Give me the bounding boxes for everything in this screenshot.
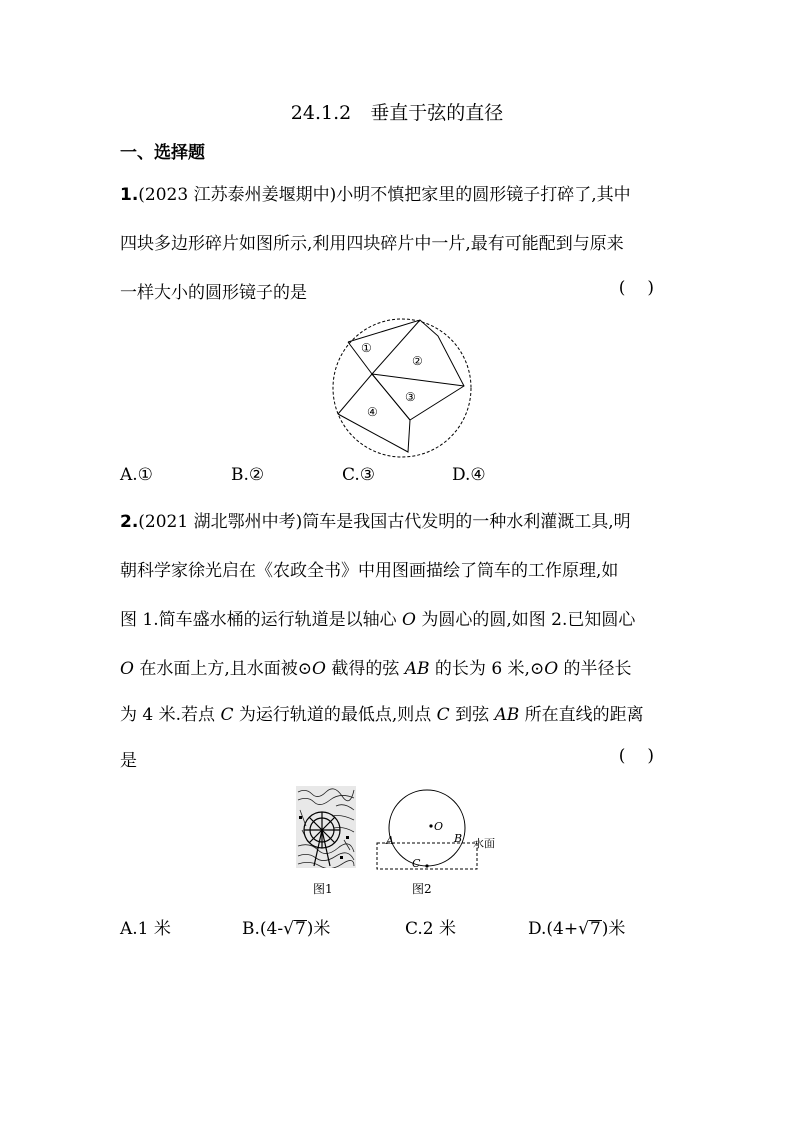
q2-line6: 是: [120, 751, 137, 771]
q2-line2: 朝科学家徐光启在《农政全书》中用图画描绘了筒车的工作原理,如: [120, 561, 619, 581]
q2-option-c: C.2 米: [405, 919, 457, 939]
q2-option-a: A.1 米: [120, 919, 171, 939]
q1-option-b: B.②: [231, 465, 265, 485]
center-point: [429, 824, 432, 827]
fragment-4-label: ④: [367, 405, 378, 419]
label-o: O: [434, 820, 444, 833]
q1-line3: 一样大小的圆形镜子的是: [120, 283, 307, 303]
q1-broken-mirror-figure: [328, 314, 476, 462]
sqrt-symbol: √: [283, 919, 294, 939]
q1-line2: 四块多边形碎片如图所示,利用四块碎片中一片,最有可能配到与原来: [120, 234, 624, 254]
q1-answer-blank: (): [618, 278, 676, 298]
q2-waterwheel-illustration: [296, 786, 356, 868]
label-a: A: [386, 834, 394, 847]
q2-option-b: B.(4-√7)米: [242, 919, 331, 939]
fragment-2-label: ②: [412, 354, 423, 368]
q2-answer-blank: (): [618, 746, 676, 766]
lowest-point: [425, 864, 428, 867]
q2-source: (2021 湖北鄂州中考): [138, 512, 303, 532]
q1-option-a: A.①: [120, 465, 153, 485]
section-heading: 一、选择题: [120, 143, 205, 163]
q2-option-d: D.(4+√7)米: [528, 919, 626, 939]
label-b: B: [454, 832, 463, 845]
sqrt-symbol: √: [578, 919, 589, 939]
q2-line3: 图 1.简车盛水桶的运行轨道是以轴心 O 为圆心的圆,如图 2.已知圆心: [120, 610, 636, 630]
wheel-track-circle: [389, 790, 465, 866]
fragment-1-label: ①: [361, 341, 372, 355]
label-c: C: [412, 857, 421, 870]
q2-figure1-caption: 图1: [313, 882, 333, 896]
q2-line1: 2.(2021 湖北鄂州中考)筒车是我国古代发明的一种水利灌溉工具,明: [120, 512, 631, 532]
q1-option-d: D.④: [452, 465, 486, 485]
q2-figure2-caption: 图2: [412, 882, 432, 896]
q1-source: (2023 江苏泰州姜堰期中): [138, 185, 337, 205]
q2-line4: O 在水面上方,且水面被⊙O 截得的弦 AB 的长为 6 米,⊙O 的半径长: [120, 659, 632, 679]
q1-number: 1.: [120, 185, 139, 205]
q2-circle-chord-diagram: [374, 788, 504, 872]
fragment-3-label: ③: [405, 390, 416, 404]
page-title: 24.1.2 垂直于弦的直径: [290, 102, 504, 124]
q2-number: 2.: [120, 512, 139, 532]
q1-line1: 1.(2023 江苏泰州姜堰期中)小明不慎把家里的圆形镜子打碎了,其中: [120, 185, 631, 205]
q2-line5: 为 4 米.若点 C 为运行轨道的最低点,则点 C 到弦 AB 所在直线的距离: [120, 705, 644, 725]
label-water-surface: 水面: [473, 837, 495, 850]
q1-option-c: C.③: [342, 465, 376, 485]
